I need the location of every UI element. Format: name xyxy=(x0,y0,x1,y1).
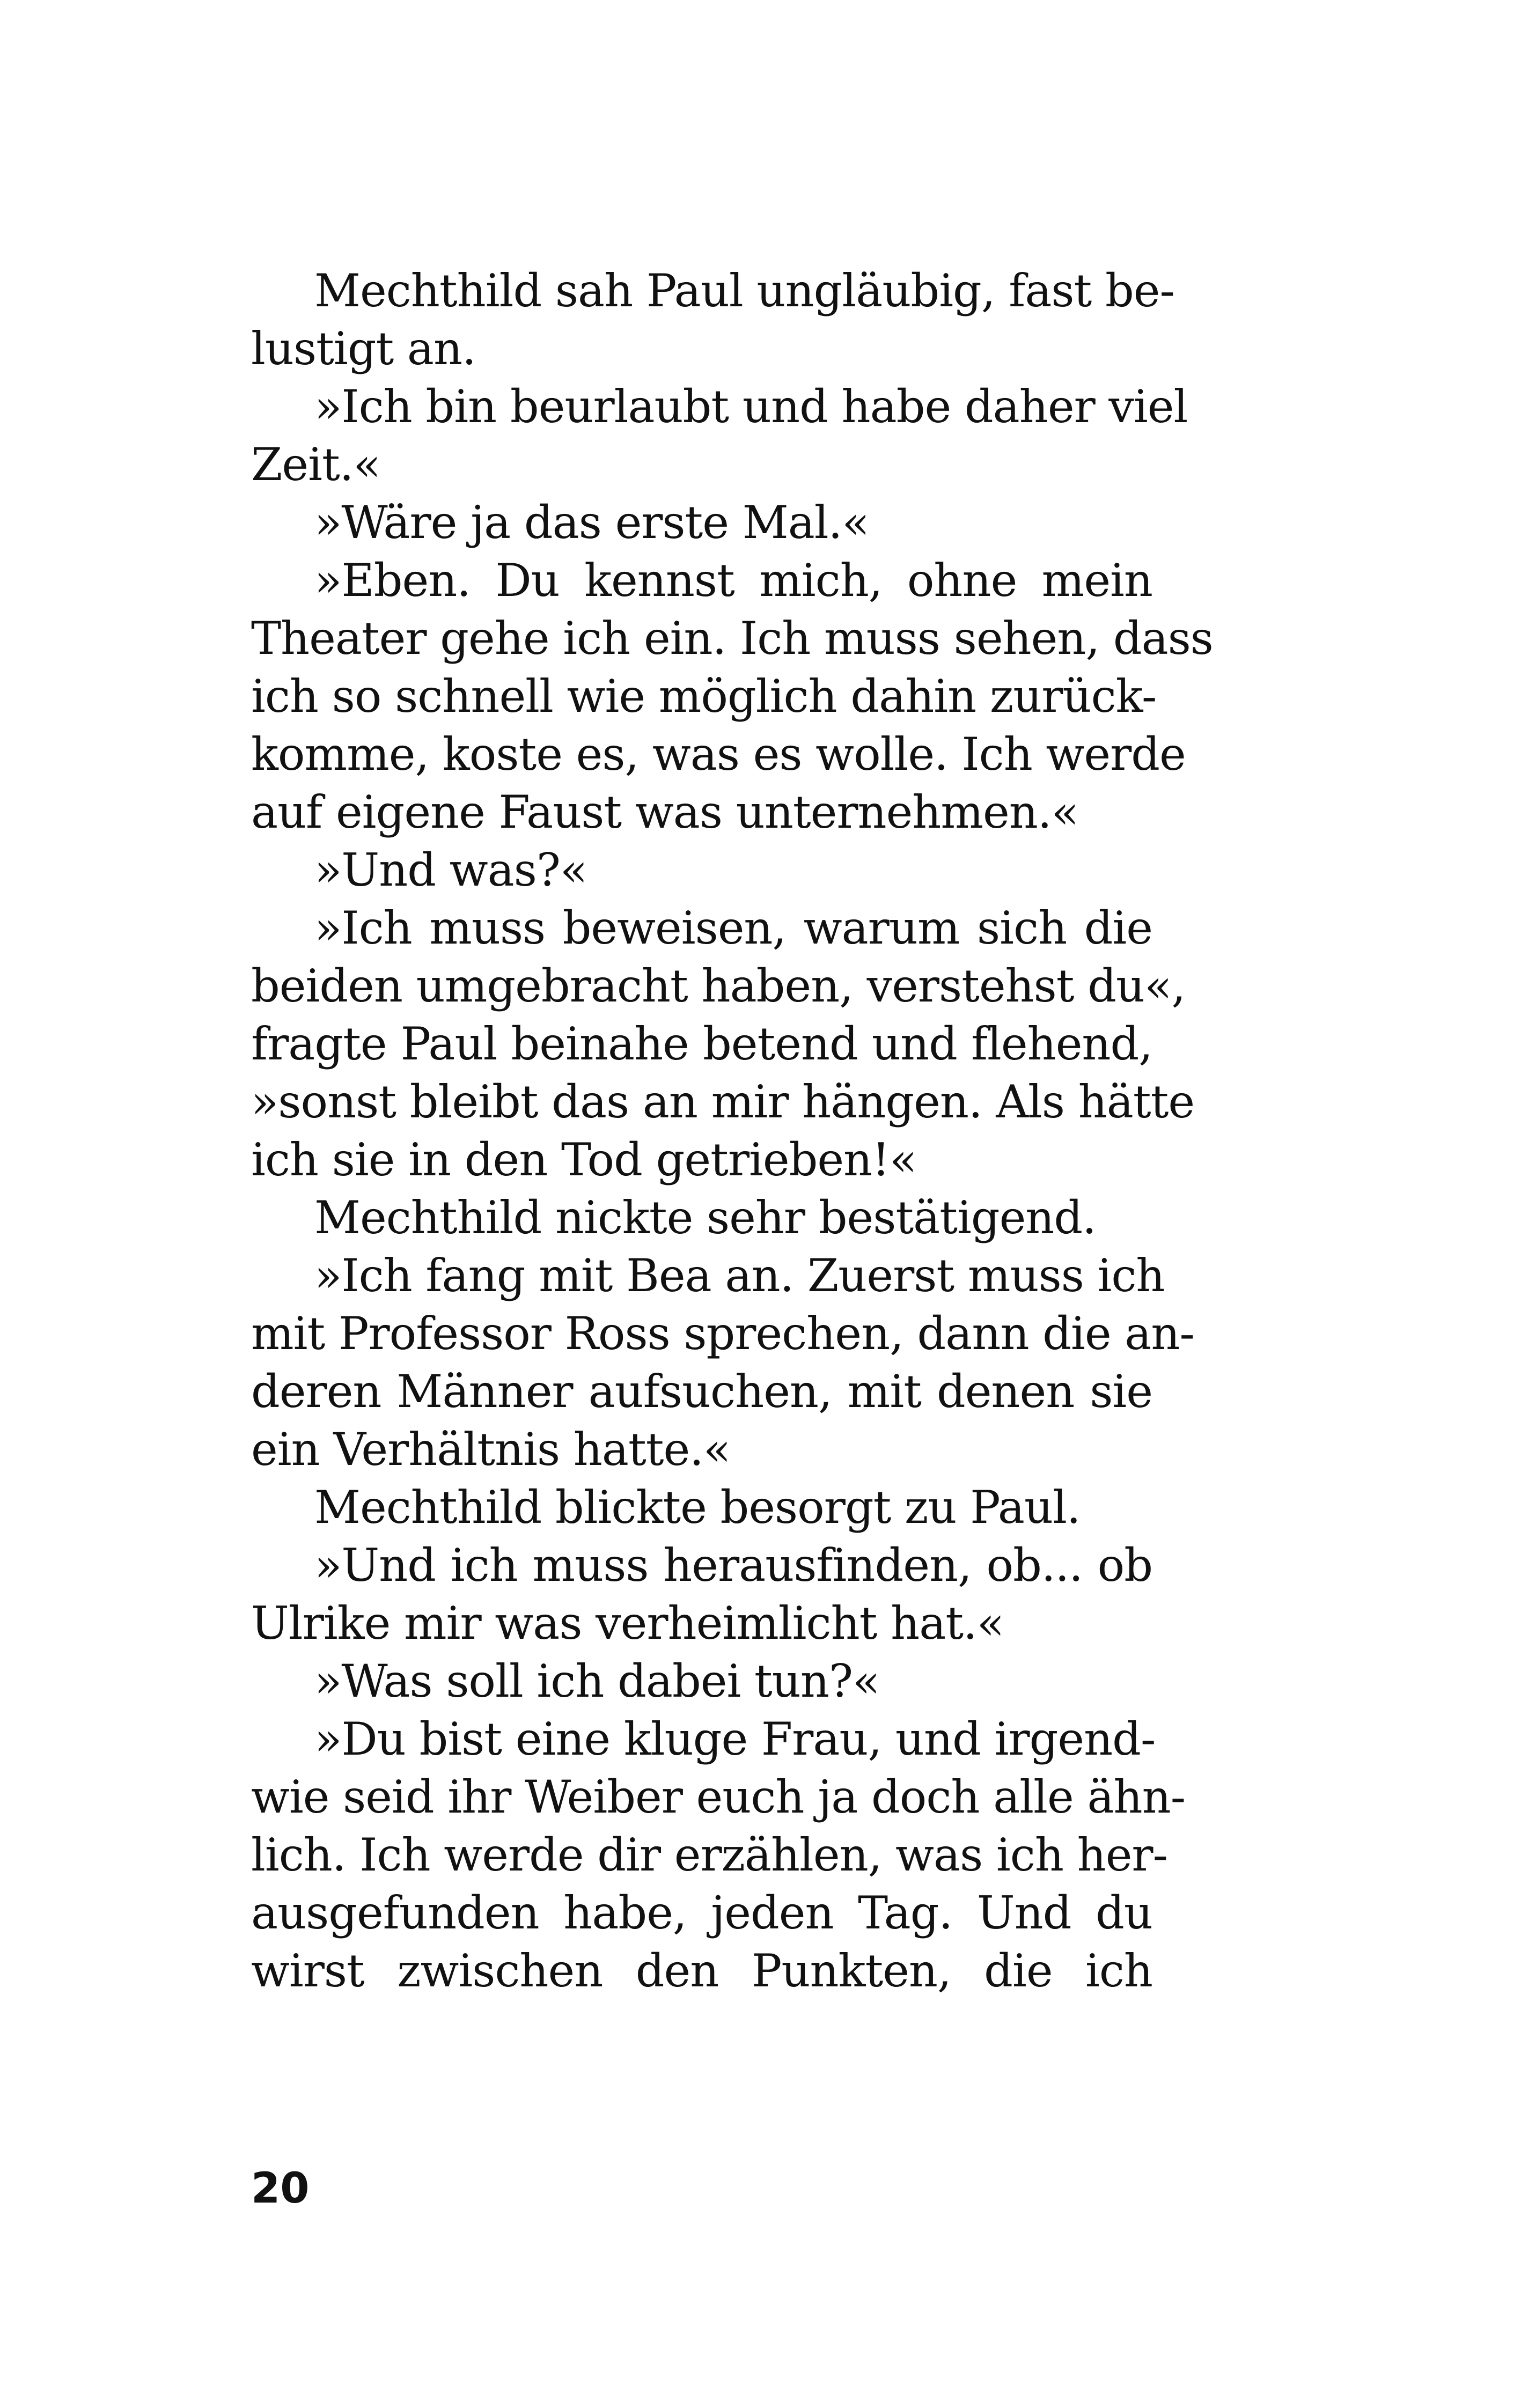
text-line: »Du bist eine kluge Frau, und irgend- xyxy=(314,1713,1156,1765)
text-line: »Ich fang mit Bea an. Zuerst muss ich xyxy=(314,1249,1165,1302)
text-line: ein Verhältnis hatte.« xyxy=(251,1423,731,1476)
text-line: ausgefunden habe, jeden Tag. Und du xyxy=(251,1887,1152,1939)
page-number: 20 xyxy=(251,2164,310,2213)
text-line: ich sie in den Tod getrieben!« xyxy=(251,1133,917,1186)
text-line: beiden umgebracht haben, verstehst du«, xyxy=(251,960,1186,1012)
text-line: »Ich muss beweisen, warum sich die xyxy=(314,902,1152,954)
text-line: »Ich bin beurlaubt und habe daher viel xyxy=(314,380,1188,433)
text-line: »Was soll ich dabei tun?« xyxy=(314,1655,880,1707)
text-line: Mechthild sah Paul ungläubig, fast be- xyxy=(314,264,1174,317)
text-line: wirst zwischen den Punkten, die ich xyxy=(251,1945,1152,1997)
text-line: mit Professor Ross sprechen, dann die an- xyxy=(251,1307,1194,1360)
text-line: wie seid ihr Weiber euch ja doch alle ähn- xyxy=(251,1771,1186,1823)
text-line: deren Männer aufsuchen, mit denen sie xyxy=(251,1365,1152,1418)
text-line: fragte Paul beinahe betend und flehend, xyxy=(251,1018,1152,1070)
text-line: »sonst bleibt das an mir hängen. Als hätte xyxy=(251,1076,1195,1128)
text-line: ich so schnell wie möglich dahin zurück- xyxy=(251,670,1157,723)
text-line: Zeit.« xyxy=(251,438,380,491)
text-line: Mechthild blickte besorgt zu Paul. xyxy=(314,1481,1081,1534)
text-line: lich. Ich werde dir erzählen, was ich her- xyxy=(251,1829,1167,1881)
text-line: auf eigene Faust was unternehmen.« xyxy=(251,786,1078,838)
text-line: komme, koste es, was es wolle. Ich werde xyxy=(251,728,1186,780)
text-line: »Und was?« xyxy=(314,844,587,896)
body-text xyxy=(251,262,1213,2000)
text-line: »Und ich muss herausfinden, ob... ob xyxy=(314,1539,1152,1592)
text-line: »Eben. Du kennst mich, ohne mein xyxy=(314,554,1152,607)
text-line: Ulrike mir was verheimlicht hat.« xyxy=(251,1597,1004,1649)
text-line: Theater gehe ich ein. Ich muss sehen, dass xyxy=(251,612,1213,665)
text-line: lustigt an. xyxy=(251,322,476,375)
text-line: »Wäre ja das erste Mal.« xyxy=(314,496,869,549)
text-line: Mechthild nickte sehr bestätigend. xyxy=(314,1191,1096,1244)
